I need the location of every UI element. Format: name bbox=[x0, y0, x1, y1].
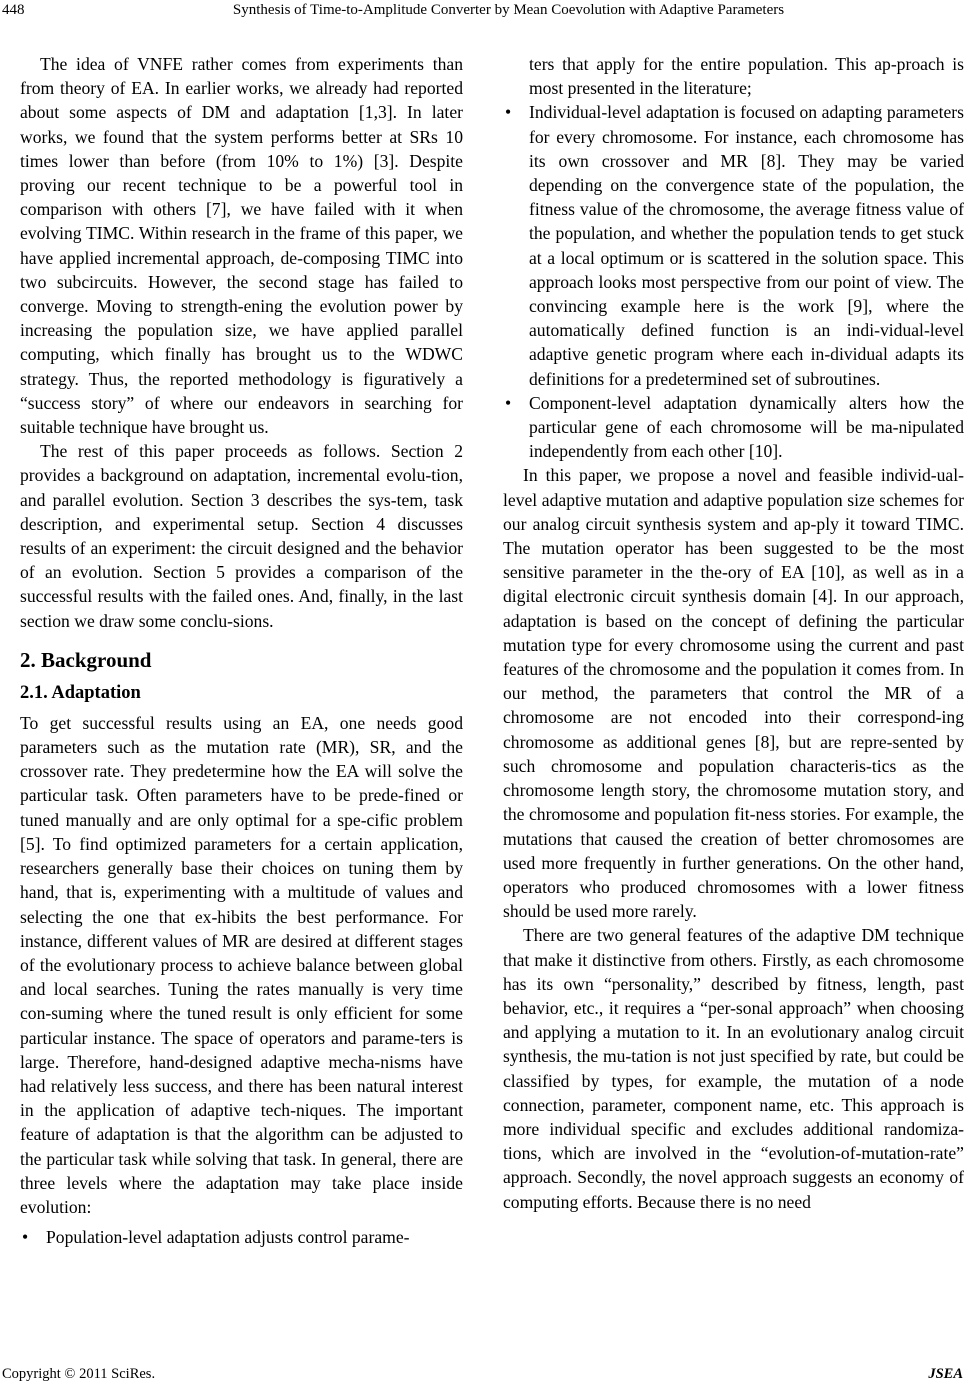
paragraph: In this paper, we propose a novel and feasible individ-ual-level adaptive mutation and adaptive population size schemes for our analog circuit synthesis system and ap-ply it toward TIMC. The mutation operator has been suggested to be the most sensitive parameter in the the-ory of EA [10], as well as in a digital electronic circuit synthesis domain [4]. In our approach, adaptation is based on the concept of defining the particular mutation type for every chromosome using the current and past features of the chromosome and the population it comes from. In our method, the parameters that control the MR of a chromosome are not encoded into their correspond-ing chromosome as additional genes [8], but are repre-sented by such chromosome and population characteris-tics as the chromosome length story, the chromosome mutation story, and the chromosome and population fit-ness stories. For example, the mutations that caused the creation of better chromosomes are used more frequently in further generations. On the other hand, operators who produced chromosomes with a lower fitness should be used more rarely. bbox=[503, 465, 964, 922]
list-item bbox=[503, 100, 964, 390]
list-item bbox=[503, 391, 964, 464]
paragraph: The idea of VNFE rather comes from experiments than from theory of EA. In earlier works, we already had reported about some aspects of DM and adaptation [1,3]. In later works, we found that the system performs better at SRs 10 times lower than before (from 10% to 1%) [3]. Despite proving our recent technique to be a powerful tool in comparison with others [7], we have failed with it when evolving TIMC. Within research in the frame of this paper, we have applied incremental approach, de-composing TIMC into two subcircuits. However, the second stage has failed to converge. Moving to strength-ening the evolution power by increasing the population size, we have applied parallel computing, which finally has brought us to the WDWC strategy. Thus, the reported methodology is figuratively a “success story” of where our endeavors in searching for suitable technique have brought us. bbox=[20, 54, 463, 438]
bullet-icon: • bbox=[505, 392, 512, 413]
bullet-icon: • bbox=[505, 102, 512, 123]
list-item-text: Population-level adaptation adjusts control parame- bbox=[46, 1227, 410, 1248]
copyright-notice: Copyright © 2011 SciRes. bbox=[2, 1366, 156, 1382]
list-item bbox=[503, 52, 964, 100]
left-column bbox=[20, 52, 463, 1249]
paragraph: The rest of this paper proceeds as follows. Section 2 provides a background on adaptation, incremental evolu-tion, and parallel evolution. Section 3 describes the sys-tem, task description, and experimental setup. Section 4 discusses results of an experiment: the circuit designed and the behavior of an evolution. Section 5 provides a comparison of the successful results with the failed ones. And, finally, in the last section we draw some conclu-sions. bbox=[20, 441, 463, 631]
running-title: Synthesis of Time-to-Amplitude Converter by Mean Coevolution with Adaptive Parameters bbox=[232, 2, 785, 18]
list-item-text: ters that apply for the entire population. This ap-proach is most presented in the literature; bbox=[529, 54, 964, 99]
list-item-text: Component-level adaptation dynamically alters how the particular gene of each chromosome will be ma-nipulated independently from each other [10]. bbox=[529, 392, 964, 462]
list-item-text: Individual-level adaptation is focused on adapting parameters for every chromosome. For instance, each chromosome has its own crossover and MR [8]. They may be varied depending on the convergence state of the population, the fitness value of the chromosome, the average fitness value of the population, and whether the population tends to get stuck at a local optimum or is scattered in the solution space. This approach looks most perspective from our point of view. The convincing example here is the work [9], where the automatically defined function is an indi-vidual-level adaptive genetic program where each in-dividual adapts its definitions for a predetermined set of subroutines. bbox=[529, 102, 964, 389]
journal-name: JSEA bbox=[928, 1366, 963, 1382]
bullet-list bbox=[20, 1225, 463, 1249]
bullet-list bbox=[503, 52, 964, 463]
paragraph: To get successful results using an EA, one needs good parameters such as the mutation rate (MR), SR, and the crossover rate. They predetermine how the EA will solve the particular task. Often parameters have to be prede-fined or tuned manually and are only optimal for a spe-cific problem [5]. To find optimized parameters for a certain application, researchers generally base their choices on tuning them by hand, that is, experimenting with a multitude of values and selecting the one that ex-hibits the best performance. For instance, different values of MR are desired at different stages of the evolutionary process to achieve balance between global and local searches. Tuning the rates manually is very time con-suming where the tuned result is only efficient for some particular instance. The space of operators and parame-ters is large. Therefore, hand-designed adaptive mecha-nisms have had relatively less success, and there has been natural interest in the application of adaptive tech-niques. The important feature of adaptation is that the algorithm can be adjusted to the particular task while solving that task. In general, there are three levels where the adaptation may take place inside evolution: bbox=[20, 712, 463, 1217]
right-column bbox=[503, 52, 964, 1214]
page-footer bbox=[0, 1366, 967, 1386]
page-header bbox=[0, 0, 967, 28]
list-item bbox=[20, 1225, 463, 1249]
paragraph: There are two general features of the adaptive DM technique that make it distinctive from others. Firstly, as each chromosome has its own “personality,” described by fitness, length, past behavior, etc., it requires a “per-sonal approach” when choosing and applying a mutation to it. In an evolutionary analog circuit synthesis, the mu-tation is not just specified by rate, but could be classified by types, for example, the mutation of a node connection, parameter, component name, etc. This approach is more individual specific and excludes additional randomiza-tions, which are involved in the “evolution-of-mutation-rate” approach. Secondly, the novel approach suggests an economy of computing efforts. Because there is no need bbox=[503, 925, 964, 1212]
section-heading: 2. Background bbox=[20, 647, 152, 672]
page-number: 448 bbox=[2, 2, 25, 18]
subsection-heading: 2.1. Adaptation bbox=[20, 682, 141, 703]
bullet-icon: • bbox=[22, 1227, 29, 1248]
